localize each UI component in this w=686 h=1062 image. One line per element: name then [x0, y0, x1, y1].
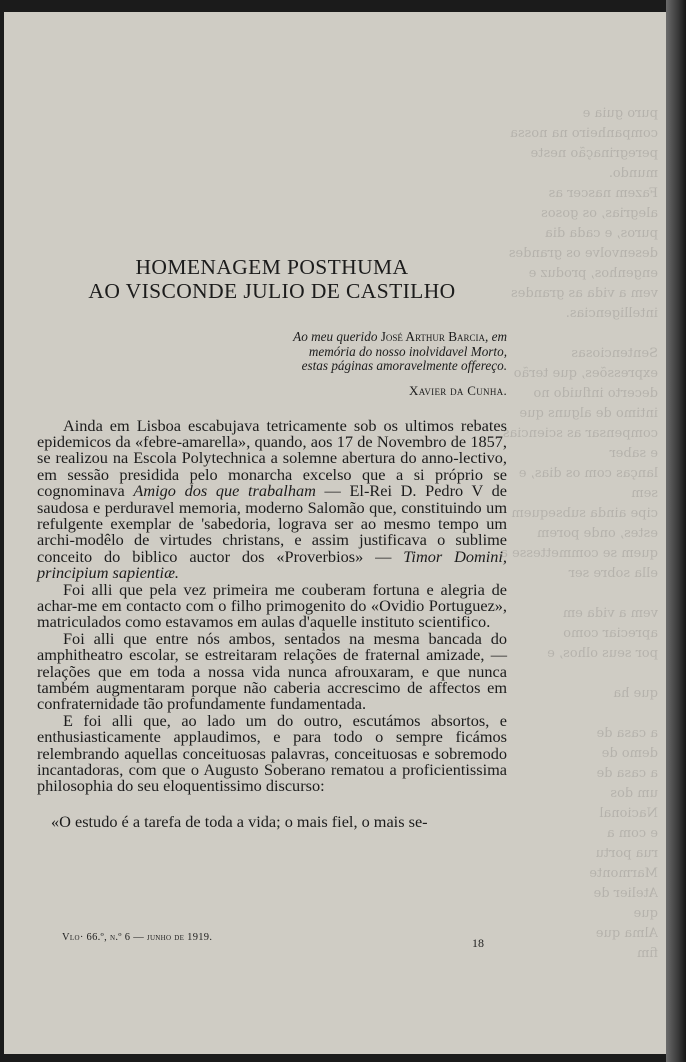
- book-edge-shadow: [666, 0, 686, 1062]
- dedication-line-1: Ao meu querido José Arthur Barcia, em: [293, 329, 507, 344]
- title-line-2: AO VISCONDE JULIO DE CASTILHO: [88, 279, 456, 303]
- paragraph-1: Ainda em Lisboa escabujava tetricamente sob os ultimos rebates epidemicos da «febre-amarella», quando, aos 17 de Novembro de 1857, se realizou na Escola Polytechnica a solemne abertura do anno-lectivo, em sessão presidida pelo monarcha excelso que a si próprio se cognominava Amigo dos que trabalham — El-Rei D. Pedro V de saudosa e perduravel memoria, moderno Salomão que, constituindo um refulgente exemplar de 'sabedoria, lograva ser ao mesmo tempo um archi-modêlo de virtudes christans, e assim justificava o sublime conceito do biblico auctor dos «Proverbios» — Timor Domini, principium sapientiæ.: [37, 415, 508, 583]
- dedication: [37, 330, 507, 374]
- book-page: [4, 12, 666, 1054]
- article: [37, 255, 507, 830]
- article-title: [37, 255, 507, 303]
- page-footer: [62, 932, 484, 950]
- dedicatee-name: José Arthur Barcia: [380, 329, 486, 344]
- article-body: [37, 415, 508, 796]
- paragraph-2: Foi alli que pela vez primeira me couberam fortuna e alegria de achar-me em contacto com o filho primogenito do «Ovidio Portuguez», matriculados como estavamos em aulas d'aquelle instituto scientifico.: [37, 579, 507, 632]
- show-through-text: puro guia e companheiro na nossa peregrinação neste mundo. Fazem nascer as alegrias, os gosos puros, e cada dia desenvolve os grandes engenhos, produz e vem a vida as grandes intelligencias. Sentenciosas expressões, que terão decerto influido no intimo de alguns que compensar as sciencias e saber lanças com os dias, e sem cipe ainda subsequem estes, onde porem quem se commettesse a ella sobre ser vem a vida em apreciar como por seus olhos, e que ha a casa de demo de a casa de um dos Nacional e com a rua portu Marmonte Atelier de que Alma que fim: [500, 106, 658, 961]
- author-signature: Xavier da Cunha.: [409, 382, 507, 398]
- quotation-start: «O estudo é a tarefa de toda a vida; o mais fiel, o mais se-: [51, 811, 428, 831]
- dedication-line-3: estas páginas amoravelmente offereço.: [301, 358, 507, 373]
- page-number: 18: [472, 936, 484, 950]
- paragraph-3: Foi alli que entre nós ambos, sentados na mesma bancada do amphitheatro escolar, se estreitaram relações de fraternal amizade, — relações que em toda a nossa vida nunca afrouxaram, e que nunca também augmentaram porque não caberia accrescimo de affectos em confraternidade tão profundamente fundamentada.: [37, 628, 507, 714]
- title-line-1: HOMENAGEM POSTHUMA: [135, 255, 409, 279]
- paragraph-4: E foi alli que, ao lado um do outro, escutámos absortos, e enthusiasticamente applaudimos, e para todo o sempre ficámos relembrando aquellas conceituosas palavras, conceituosas e sobremodo incantadoras, com que o Augusto Soberano rematou a proficientissima philosophia do seu eloquentissimo discurso:: [37, 710, 507, 796]
- issue-reference: Vlo· 66.º, n.º 6 — junho de 1919.: [62, 932, 213, 943]
- dedication-line-2: memória do nosso inolvidavel Morto,: [308, 343, 507, 359]
